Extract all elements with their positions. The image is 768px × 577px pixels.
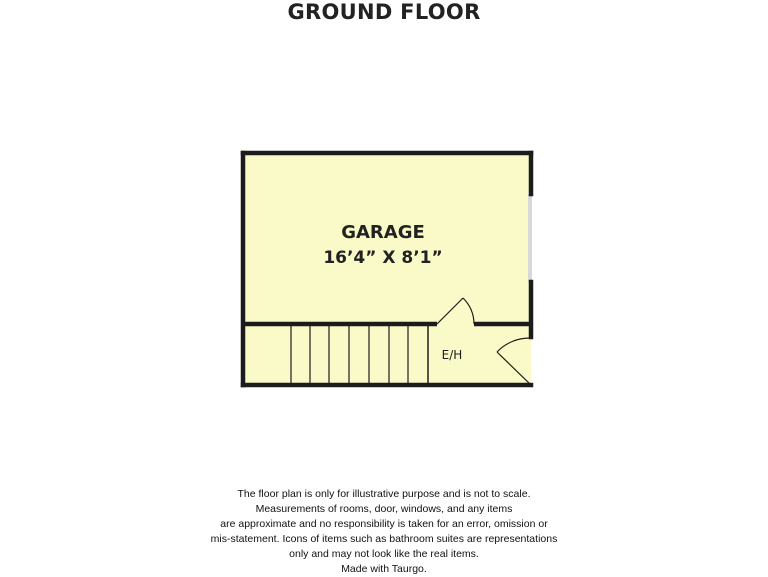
garage-label: GARAGE [341, 222, 425, 243]
eh-label: E/H [441, 348, 463, 362]
floor-title: GROUND FLOOR [287, 0, 481, 24]
disclaimer-line: only and may not look like the real items. [289, 548, 479, 560]
disclaimer-line: are approximate and no responsibility is taken for an error, omission or [220, 518, 548, 530]
window [528, 194, 532, 282]
disclaimer-line: Measurements of rooms, door, windows, and any items [255, 503, 513, 515]
garage-room [243, 153, 531, 385]
garage-dimensions: 16’4” X 8’1” [323, 248, 443, 268]
disclaimer [0, 487, 768, 577]
disclaimer-line: The floor plan is only for illustrative purpose and is not to scale. [237, 488, 531, 500]
disclaimer-line: Made with Taurgo. [341, 563, 427, 575]
disclaimer-line: mis-statement. Icons of items such as bathroom suites are representations [210, 533, 558, 545]
